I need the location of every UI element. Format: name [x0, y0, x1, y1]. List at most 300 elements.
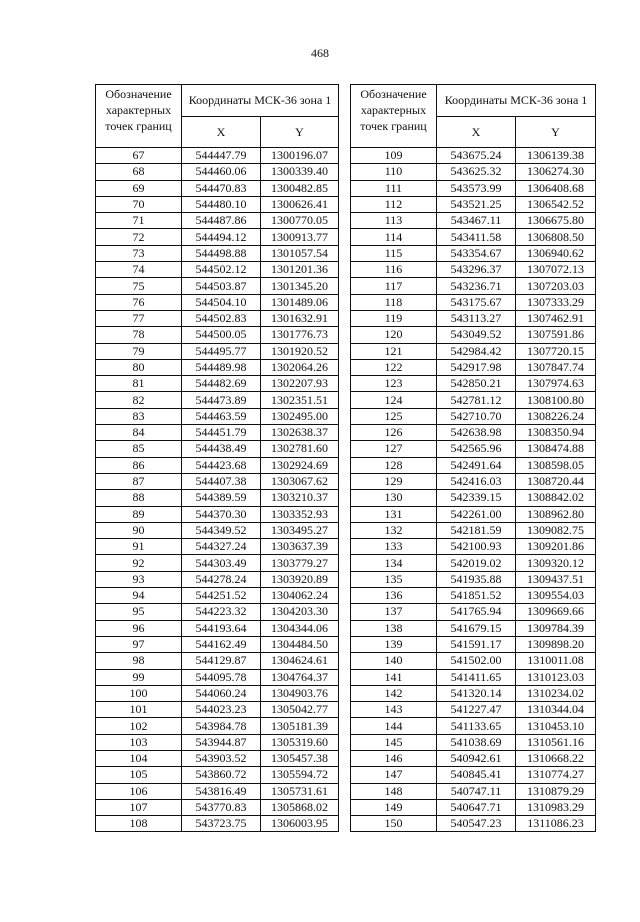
- point-number: 96: [96, 620, 182, 636]
- table-row: [96, 180, 339, 196]
- coord-y: 1302638.37: [261, 425, 339, 441]
- coord-x: 541679.15: [437, 620, 516, 636]
- point-number: 110: [351, 164, 437, 180]
- coord-x: 544407.38: [182, 473, 261, 489]
- coord-y: 1303495.27: [261, 522, 339, 538]
- point-number: 81: [96, 376, 182, 392]
- coord-y: 1300626.41: [261, 196, 339, 212]
- coord-y: 1305594.72: [261, 767, 339, 783]
- table-row: [96, 376, 339, 392]
- header-coordinates: Координаты МСК-36 зона 1: [437, 85, 596, 117]
- table-row: [351, 180, 596, 196]
- coord-y: 1302207.93: [261, 376, 339, 392]
- table-row: [351, 669, 596, 685]
- point-number: 146: [351, 750, 437, 766]
- coord-y: 1307720.15: [516, 343, 596, 359]
- coord-y: 1301632.91: [261, 310, 339, 326]
- coord-y: 1303637.39: [261, 539, 339, 555]
- table-row: [351, 278, 596, 294]
- point-number: 78: [96, 327, 182, 343]
- coord-y: 1308720.44: [516, 473, 596, 489]
- table-row: [96, 734, 339, 750]
- table-row: [351, 522, 596, 538]
- table-row: [351, 799, 596, 815]
- coord-x: 542917.98: [437, 359, 516, 375]
- table-row: [96, 490, 339, 506]
- header-designation: Обозначение характерных точек границ: [351, 85, 437, 148]
- coord-x: 544389.59: [182, 490, 261, 506]
- coord-y: 1308962.80: [516, 506, 596, 522]
- point-number: 87: [96, 473, 182, 489]
- table-row: [351, 441, 596, 457]
- table-row: [96, 196, 339, 212]
- coord-y: 1303210.37: [261, 490, 339, 506]
- coord-x: 541320.14: [437, 685, 516, 701]
- coord-x: 544303.49: [182, 555, 261, 571]
- coord-y: 1301920.52: [261, 343, 339, 359]
- table-row: [351, 262, 596, 278]
- point-number: 93: [96, 571, 182, 587]
- table-row: [351, 685, 596, 701]
- coord-x: 542984.42: [437, 343, 516, 359]
- point-number: 149: [351, 799, 437, 815]
- coord-y: 1306808.50: [516, 229, 596, 245]
- coord-y: 1307591.86: [516, 327, 596, 343]
- point-number: 109: [351, 148, 437, 164]
- coord-x: 544503.87: [182, 278, 261, 294]
- coord-x: 544162.49: [182, 636, 261, 652]
- point-number: 135: [351, 571, 437, 587]
- coord-y: 1310561.16: [516, 734, 596, 750]
- coord-x: 544495.77: [182, 343, 261, 359]
- coord-x: 544500.05: [182, 327, 261, 343]
- coord-x: 544502.83: [182, 310, 261, 326]
- table-row: [96, 588, 339, 604]
- coord-y: 1309898.20: [516, 636, 596, 652]
- coord-y: 1309554.03: [516, 588, 596, 604]
- point-number: 114: [351, 229, 437, 245]
- point-number: 121: [351, 343, 437, 359]
- coord-x: 544470.83: [182, 180, 261, 196]
- point-number: 68: [96, 164, 182, 180]
- table-row: [96, 213, 339, 229]
- coord-x: 544504.10: [182, 294, 261, 310]
- coord-y: 1304903.76: [261, 685, 339, 701]
- coord-y: 1302351.51: [261, 392, 339, 408]
- point-number: 106: [96, 783, 182, 799]
- coord-y: 1310123.03: [516, 669, 596, 685]
- table-row: [96, 653, 339, 669]
- coord-x: 543467.11: [437, 213, 516, 229]
- coord-x: 544460.06: [182, 164, 261, 180]
- coord-x: 544463.59: [182, 408, 261, 424]
- point-number: 128: [351, 457, 437, 473]
- table-row: [96, 473, 339, 489]
- coord-y: 1301489.06: [261, 294, 339, 310]
- point-number: 139: [351, 636, 437, 652]
- coord-x: 540747.11: [437, 783, 516, 799]
- point-number: 102: [96, 718, 182, 734]
- coord-x: 543175.67: [437, 294, 516, 310]
- point-number: 112: [351, 196, 437, 212]
- point-number: 137: [351, 604, 437, 620]
- table-row: [351, 588, 596, 604]
- point-number: 91: [96, 539, 182, 555]
- coord-x: 541502.00: [437, 653, 516, 669]
- point-number: 90: [96, 522, 182, 538]
- table-row: [351, 164, 596, 180]
- header-x: X: [182, 117, 261, 148]
- coord-x: 543354.67: [437, 245, 516, 261]
- coord-x: 544447.79: [182, 148, 261, 164]
- coord-y: 1306542.52: [516, 196, 596, 212]
- coord-y: 1304344.06: [261, 620, 339, 636]
- point-number: 131: [351, 506, 437, 522]
- table-row: [351, 653, 596, 669]
- point-number: 130: [351, 490, 437, 506]
- coord-x: 542261.00: [437, 506, 516, 522]
- table-row: [96, 685, 339, 701]
- coord-x: 543113.27: [437, 310, 516, 326]
- table-row: [96, 408, 339, 424]
- coord-x: 542100.93: [437, 539, 516, 555]
- coord-x: 540547.23: [437, 816, 516, 832]
- table-row: [96, 636, 339, 652]
- coord-x: 542781.12: [437, 392, 516, 408]
- point-number: 67: [96, 148, 182, 164]
- table-row: [351, 734, 596, 750]
- table-row: [96, 441, 339, 457]
- table-row: [96, 555, 339, 571]
- coord-x: 544327.24: [182, 539, 261, 555]
- point-number: 122: [351, 359, 437, 375]
- table-row: [96, 783, 339, 799]
- point-number: 83: [96, 408, 182, 424]
- coord-x: 543573.99: [437, 180, 516, 196]
- table-row: [96, 816, 339, 832]
- point-number: 94: [96, 588, 182, 604]
- coord-x: 543236.71: [437, 278, 516, 294]
- coord-y: 1301057.54: [261, 245, 339, 261]
- coord-y: 1308598.05: [516, 457, 596, 473]
- coord-x: 544060.24: [182, 685, 261, 701]
- point-number: 123: [351, 376, 437, 392]
- point-number: 119: [351, 310, 437, 326]
- coord-y: 1301776.73: [261, 327, 339, 343]
- coord-y: 1310234.02: [516, 685, 596, 701]
- coordinates-table-right: [350, 84, 596, 832]
- table-row: [96, 702, 339, 718]
- coord-x: 542416.03: [437, 473, 516, 489]
- coord-y: 1301345.20: [261, 278, 339, 294]
- coord-y: 1305731.61: [261, 783, 339, 799]
- point-number: 118: [351, 294, 437, 310]
- header-designation: Обозначение характерных точек границ: [96, 85, 182, 148]
- table-row: [351, 636, 596, 652]
- coord-x: 543984.78: [182, 718, 261, 734]
- coord-y: 1303920.89: [261, 571, 339, 587]
- coord-y: 1300339.40: [261, 164, 339, 180]
- table-row: [351, 457, 596, 473]
- table-row: [96, 294, 339, 310]
- coord-x: 542710.70: [437, 408, 516, 424]
- coord-y: 1307333.29: [516, 294, 596, 310]
- table-row: [351, 702, 596, 718]
- point-number: 77: [96, 310, 182, 326]
- point-number: 125: [351, 408, 437, 424]
- table-row: [96, 506, 339, 522]
- point-number: 84: [96, 425, 182, 441]
- coord-y: 1309082.75: [516, 522, 596, 538]
- coord-y: 1308350.94: [516, 425, 596, 441]
- coord-y: 1300482.85: [261, 180, 339, 196]
- coord-x: 543049.52: [437, 327, 516, 343]
- header-y: Y: [261, 117, 339, 148]
- point-number: 89: [96, 506, 182, 522]
- coord-x: 544095.78: [182, 669, 261, 685]
- coord-x: 542638.98: [437, 425, 516, 441]
- table-row: [96, 522, 339, 538]
- coord-y: 1306139.38: [516, 148, 596, 164]
- header-y: Y: [516, 117, 596, 148]
- point-number: 134: [351, 555, 437, 571]
- point-number: 107: [96, 799, 182, 815]
- point-number: 85: [96, 441, 182, 457]
- point-number: 124: [351, 392, 437, 408]
- header-x: X: [437, 117, 516, 148]
- point-number: 127: [351, 441, 437, 457]
- point-number: 147: [351, 767, 437, 783]
- point-number: 141: [351, 669, 437, 685]
- coord-x: 542565.96: [437, 441, 516, 457]
- coord-y: 1300196.07: [261, 148, 339, 164]
- point-number: 116: [351, 262, 437, 278]
- table-row: [351, 816, 596, 832]
- coord-y: 1302064.26: [261, 359, 339, 375]
- coord-x: 541765.94: [437, 604, 516, 620]
- coord-y: 1306940.62: [516, 245, 596, 261]
- coord-y: 1307974.63: [516, 376, 596, 392]
- coord-y: 1300913.77: [261, 229, 339, 245]
- table-row: [351, 343, 596, 359]
- coord-x: 542019.02: [437, 555, 516, 571]
- coord-x: 544480.10: [182, 196, 261, 212]
- table-row: [351, 490, 596, 506]
- coord-x: 542339.15: [437, 490, 516, 506]
- coord-x: 544498.88: [182, 245, 261, 261]
- point-number: 150: [351, 816, 437, 832]
- table-row: [96, 343, 339, 359]
- table-row: [96, 669, 339, 685]
- coord-y: 1308100.80: [516, 392, 596, 408]
- coord-y: 1309437.51: [516, 571, 596, 587]
- coord-x: 541038.69: [437, 734, 516, 750]
- coord-x: 544438.49: [182, 441, 261, 457]
- coord-x: 543903.52: [182, 750, 261, 766]
- coord-y: 1308474.88: [516, 441, 596, 457]
- coord-x: 541935.88: [437, 571, 516, 587]
- point-number: 92: [96, 555, 182, 571]
- table-row: [351, 571, 596, 587]
- coordinates-table-left: [95, 84, 339, 832]
- point-number: 138: [351, 620, 437, 636]
- table-row: [96, 750, 339, 766]
- coord-y: 1305868.02: [261, 799, 339, 815]
- table-row: [96, 164, 339, 180]
- coord-y: 1307847.74: [516, 359, 596, 375]
- coord-x: 543816.49: [182, 783, 261, 799]
- point-number: 95: [96, 604, 182, 620]
- table-row: [96, 767, 339, 783]
- coord-y: 1310011.08: [516, 653, 596, 669]
- table-row: [96, 359, 339, 375]
- coord-y: 1303352.93: [261, 506, 339, 522]
- coord-y: 1309201.86: [516, 539, 596, 555]
- coord-x: 543521.25: [437, 196, 516, 212]
- coord-x: 543625.32: [437, 164, 516, 180]
- point-number: 100: [96, 685, 182, 701]
- table-row: [351, 750, 596, 766]
- point-number: 73: [96, 245, 182, 261]
- coord-y: 1305457.38: [261, 750, 339, 766]
- table-row: [351, 359, 596, 375]
- coord-y: 1304764.37: [261, 669, 339, 685]
- point-number: 80: [96, 359, 182, 375]
- coord-x: 544502.12: [182, 262, 261, 278]
- table-row: [96, 539, 339, 555]
- point-number: 76: [96, 294, 182, 310]
- coord-y: 1308842.02: [516, 490, 596, 506]
- coord-y: 1309669.66: [516, 604, 596, 620]
- table-row: [96, 245, 339, 261]
- point-number: 99: [96, 669, 182, 685]
- coord-y: 1301201.36: [261, 262, 339, 278]
- coord-y: 1304484.50: [261, 636, 339, 652]
- point-number: 132: [351, 522, 437, 538]
- table-row: [351, 718, 596, 734]
- coord-x: 544349.52: [182, 522, 261, 538]
- coord-x: 543770.83: [182, 799, 261, 815]
- coord-y: 1302781.60: [261, 441, 339, 457]
- coord-x: 543411.58: [437, 229, 516, 245]
- coord-x: 543723.75: [182, 816, 261, 832]
- coord-x: 541591.17: [437, 636, 516, 652]
- coord-y: 1310879.29: [516, 783, 596, 799]
- point-number: 69: [96, 180, 182, 196]
- coord-y: 1310774.27: [516, 767, 596, 783]
- point-number: 86: [96, 457, 182, 473]
- coord-x: 542491.64: [437, 457, 516, 473]
- coord-y: 1306274.30: [516, 164, 596, 180]
- table-row: [351, 148, 596, 164]
- table-row: [351, 539, 596, 555]
- table-row: [96, 571, 339, 587]
- table-row: [96, 392, 339, 408]
- coord-y: 1304624.61: [261, 653, 339, 669]
- table-row: [351, 294, 596, 310]
- coord-x: 544423.68: [182, 457, 261, 473]
- coord-x: 542181.59: [437, 522, 516, 538]
- coord-x: 543944.87: [182, 734, 261, 750]
- point-number: 111: [351, 180, 437, 196]
- table-row: [351, 310, 596, 326]
- point-number: 108: [96, 816, 182, 832]
- point-number: 72: [96, 229, 182, 245]
- table-row: [351, 473, 596, 489]
- point-number: 88: [96, 490, 182, 506]
- point-number: 74: [96, 262, 182, 278]
- coord-y: 1310668.22: [516, 750, 596, 766]
- point-number: 113: [351, 213, 437, 229]
- coord-y: 1308226.24: [516, 408, 596, 424]
- coord-y: 1309784.39: [516, 620, 596, 636]
- coord-y: 1303067.62: [261, 473, 339, 489]
- coord-x: 543296.37: [437, 262, 516, 278]
- point-number: 98: [96, 653, 182, 669]
- coord-x: 544451.79: [182, 425, 261, 441]
- coord-y: 1305319.60: [261, 734, 339, 750]
- coord-x: 540845.41: [437, 767, 516, 783]
- coord-x: 544482.69: [182, 376, 261, 392]
- table-row: [96, 278, 339, 294]
- coord-y: 1305181.39: [261, 718, 339, 734]
- coord-y: 1310344.04: [516, 702, 596, 718]
- coord-y: 1303779.27: [261, 555, 339, 571]
- table-row: [351, 767, 596, 783]
- point-number: 101: [96, 702, 182, 718]
- coord-y: 1310983.29: [516, 799, 596, 815]
- coord-y: 1307203.03: [516, 278, 596, 294]
- point-number: 97: [96, 636, 182, 652]
- table-row: [351, 213, 596, 229]
- coord-y: 1305042.77: [261, 702, 339, 718]
- coord-x: 543675.24: [437, 148, 516, 164]
- point-number: 126: [351, 425, 437, 441]
- point-number: 71: [96, 213, 182, 229]
- table-row: [96, 620, 339, 636]
- coord-x: 541851.52: [437, 588, 516, 604]
- table-row: [351, 604, 596, 620]
- table-row: [96, 799, 339, 815]
- table-row: [96, 262, 339, 278]
- point-number: 140: [351, 653, 437, 669]
- coord-y: 1309320.12: [516, 555, 596, 571]
- table-row: [351, 408, 596, 424]
- coord-x: 541411.65: [437, 669, 516, 685]
- point-number: 115: [351, 245, 437, 261]
- table-row: [96, 327, 339, 343]
- table-row: [96, 310, 339, 326]
- coord-y: 1307462.91: [516, 310, 596, 326]
- point-number: 79: [96, 343, 182, 359]
- coord-y: 1310453.10: [516, 718, 596, 734]
- point-number: 105: [96, 767, 182, 783]
- point-number: 144: [351, 718, 437, 734]
- coord-x: 540942.61: [437, 750, 516, 766]
- table-row: [96, 604, 339, 620]
- table-row: [96, 229, 339, 245]
- coord-x: 543860.72: [182, 767, 261, 783]
- coord-x: 542850.21: [437, 376, 516, 392]
- coord-y: 1311086.23: [516, 816, 596, 832]
- point-number: 148: [351, 783, 437, 799]
- coord-y: 1306675.80: [516, 213, 596, 229]
- page-number: 468: [311, 46, 329, 60]
- table-row: [351, 425, 596, 441]
- point-number: 117: [351, 278, 437, 294]
- table-row: [351, 506, 596, 522]
- coord-x: 544370.30: [182, 506, 261, 522]
